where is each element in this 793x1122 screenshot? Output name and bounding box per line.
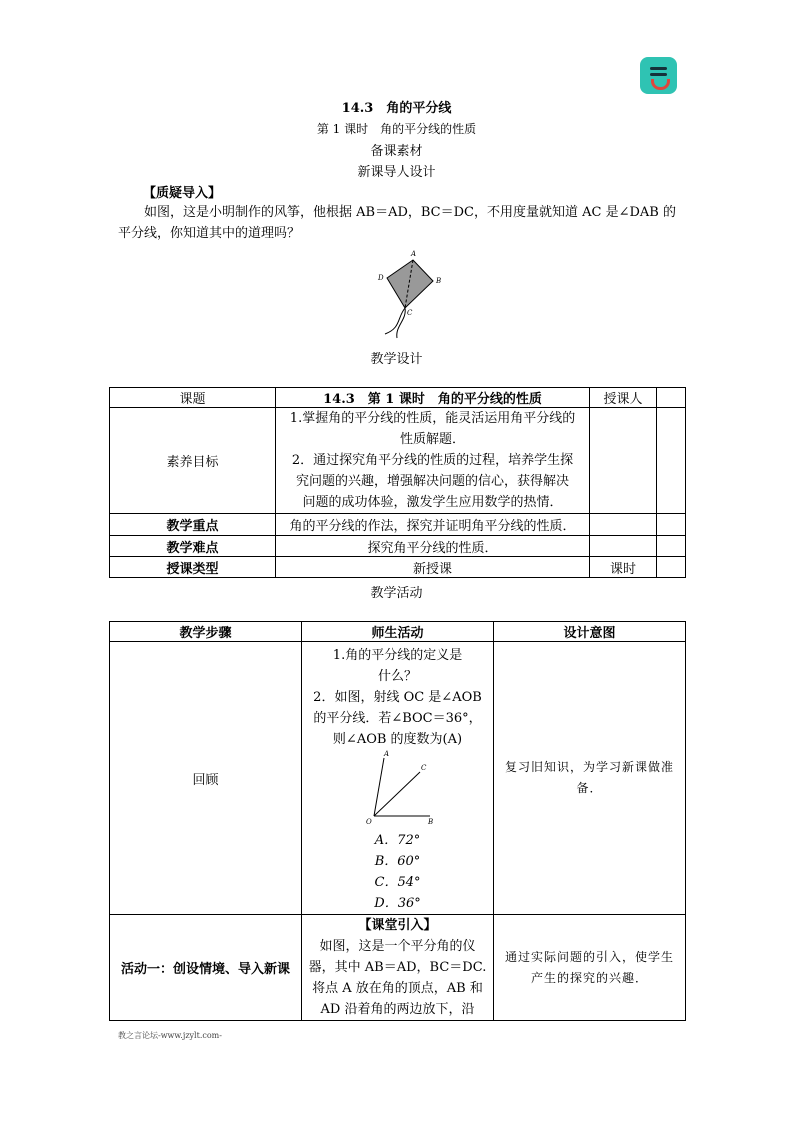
period-label: 课时 (590, 557, 657, 578)
design-intro-label: 新课导人设计 (357, 165, 436, 180)
topic-label: 课题 (110, 388, 276, 408)
table-row (110, 514, 686, 536)
teacher-label: 授课人 (590, 388, 657, 408)
difficulty-label: 教学难点 (110, 536, 276, 557)
key-point-label: 教学重点 (110, 514, 276, 536)
table-row (110, 642, 686, 915)
table-row (110, 622, 686, 642)
activity-table (109, 621, 686, 1021)
review-intent: 复习旧知识，为学习新课做准 备． (494, 642, 686, 915)
step-review: 回顾 (110, 642, 302, 915)
kite-label-c: C (407, 309, 413, 317)
option-b: B．60° (374, 854, 421, 869)
lesson-subtitle: 第 1 课时 角的平分线的性质 (316, 122, 477, 136)
topic-value: 14.3 第 1 课时 角的平分线的性质 (276, 388, 590, 408)
svg-text:B: B (428, 818, 434, 826)
key-point-value: 角的平分线的作法，探究并证明角平分线的性质． (276, 514, 590, 536)
intro-section-heading: 【质疑导入】 (143, 186, 222, 201)
col-header-intent: 设计意图 (494, 622, 686, 642)
col-header-step: 教学步骤 (110, 622, 302, 642)
difficulty-value: 探究角平分线的性质． (276, 536, 590, 557)
table-row (110, 536, 686, 557)
teacher-value (657, 388, 686, 408)
option-d: D．36° (374, 896, 421, 911)
svg-text:O: O (366, 818, 372, 826)
lesson-title: 14.3 角的平分线 (341, 101, 452, 116)
table-row (110, 408, 686, 514)
lesson-type-value: 新授课 (276, 557, 590, 578)
angle-figure (360, 750, 436, 830)
step-activity-one: 活动一：创设情境、导入新课 (110, 915, 302, 1021)
table-row (110, 915, 686, 1021)
table-row (110, 388, 686, 408)
review-activity: 1.角的平分线的定义是 什么？ 2．如图，射线 OC 是∠AOB 的平分线．若∠BOC＝36°， 则∠AOB 的度数为(A) A C O B A．72° B．60° C．54° D．36° (302, 642, 494, 915)
activity-one-content: 【课堂引入】 如图，这是一个平分角的仪 器，其中 AB＝AD，BC＝DC. 将点 A 放在角的顶点，AB 和 AD 沿着角的两边放下，沿 (302, 915, 494, 1021)
option-c: C．54° (374, 875, 421, 890)
logo-icon (640, 57, 677, 94)
teaching-activity-label: 教学活动 (370, 586, 423, 601)
lesson-info-table (109, 387, 686, 578)
footer-text: 教之言论坛-www.jzylt.com- (118, 1031, 222, 1040)
kite-label-b: B (436, 277, 442, 285)
goals-value: 1.掌握角的平分线的性质，能灵活运用角平分线的 性质解题． 2．通过探究角平分线的性质的过程，培养学生探 究问题的兴趣，增强解决问题的信心，获得解决 问题的成功体验，激发学生应用数学的热情． (276, 408, 590, 514)
option-a: A．72° (374, 833, 421, 848)
table-row (110, 557, 686, 578)
material-label: 备课素材 (370, 144, 423, 159)
teaching-design-label: 教学设计 (370, 352, 423, 367)
activity-one-intent: 通过实际问题的引入，使学生 产生的探究的兴趣． (494, 915, 686, 1021)
lesson-type-label: 授课类型 (110, 557, 276, 578)
svg-text:C: C (421, 764, 427, 772)
kite-figure (375, 248, 445, 340)
goals-label: 素养目标 (110, 408, 276, 514)
intro-paragraph: 如图，这是小明制作的风筝，他根据 AB＝AD，BC＝DC，不用度量就知道 AC 是∠DAB 的平分线，你知道其中的道理吗？ (118, 205, 676, 241)
kite-label-d: D (378, 274, 384, 282)
svg-text:A: A (384, 750, 390, 758)
kite-label-a: A (411, 250, 417, 258)
col-header-activity: 师生活动 (302, 622, 494, 642)
